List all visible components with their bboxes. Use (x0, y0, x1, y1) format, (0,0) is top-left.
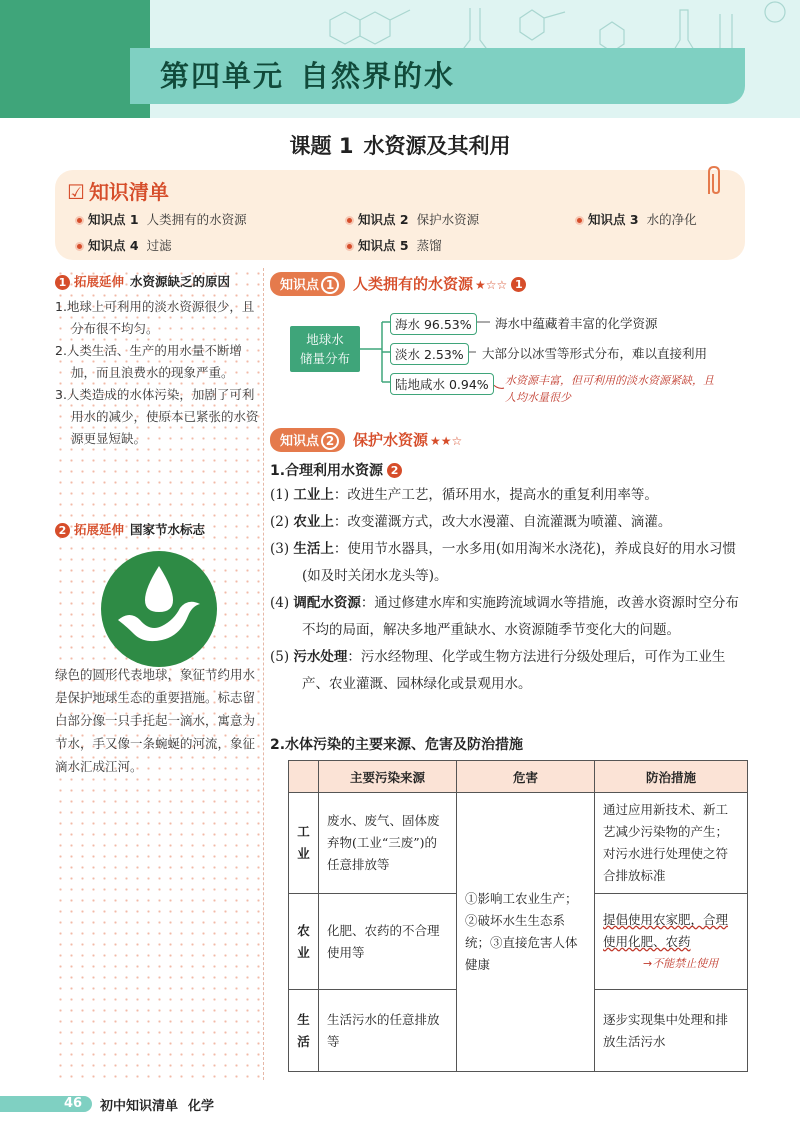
checkbox-icon: ☑ (67, 180, 85, 204)
measure-key: 生活上 (293, 541, 334, 557)
measure-text: ：改进生产工艺，循环用水，提高水的重复利用率等。 (333, 487, 658, 503)
knowledge-item-text: 水的净化 (646, 212, 697, 227)
table-header-cell (289, 761, 319, 793)
bullet-icon (345, 242, 354, 251)
sub-heading-1-text: 1.合理利用水资源 (270, 463, 384, 479)
ext2-label: 拓展延伸 (74, 522, 125, 537)
table-row (289, 793, 748, 894)
seawater-item: 海水 96.53% (390, 313, 477, 335)
knowledge-item-1[interactable] (75, 210, 247, 228)
measures-list (270, 482, 750, 698)
ext1-title: 水资源缺乏的原因 (130, 274, 231, 289)
seawater-desc: 海水中蕴藏着丰富的化学资源 (495, 316, 658, 331)
knowledge-item-text: 保护水资源 (416, 212, 480, 227)
measure-num: (5) (270, 649, 290, 665)
measure-item (270, 482, 750, 509)
knowledge-item-5[interactable] (345, 236, 442, 254)
measure-num: (1) (270, 487, 290, 503)
ext1-number-badge: 1 (55, 275, 70, 290)
ext1-point: 1.地球上可利用的淡水资源很少，且分布很不均匀。 (55, 299, 255, 336)
measure-key: 农业上 (293, 514, 334, 530)
ext1-point: 2.人类生活、生产的用水量不断增加，而且浪费水的现象严重。 (55, 343, 242, 380)
knowledge-item-label: 知识点 2 (358, 212, 409, 227)
column-divider (263, 268, 264, 1080)
kp2-title: 保护水资源 (353, 431, 429, 449)
kp2-tag (270, 428, 345, 452)
freshwater-item: 淡水 2.53% (390, 343, 469, 365)
kp1-tag-number: 1 (321, 276, 339, 294)
category-cell: 农业 (289, 894, 319, 990)
kp2-stars-icon: ★★☆ (430, 434, 463, 448)
chapter-title (130, 48, 745, 104)
earth-water-line2: 储量分布 (299, 351, 350, 366)
measure-num: (3) (270, 541, 290, 557)
knowledge-item-4[interactable] (75, 236, 172, 254)
harm-cell: ①影响工农业生产；②破坏水生生态系统；③直接危害人体健康 (457, 793, 595, 1072)
page-footer (0, 1092, 800, 1116)
table-header-cell: 危害 (457, 761, 595, 793)
table-header-cell: 防治措施 (595, 761, 748, 793)
sidebar-ext2-heading (55, 520, 205, 538)
chapter-banner (0, 0, 800, 118)
measure-text: ：改变灌溉方式，改大水漫灌、自流灌溉为喷灌、滴灌。 (333, 514, 672, 530)
page-number: 46 (64, 1096, 83, 1111)
unit-number: 第四单元 (160, 59, 285, 93)
kp1-title: 人类拥有的水资源 (353, 275, 474, 293)
water-saving-logo-icon (100, 550, 218, 668)
footer-book (100, 1095, 214, 1114)
measure-cell: 通过应用新技术、新工艺减少污染物的产生；对污水进行处理使之符合排放标准 (595, 793, 748, 894)
earth-water-box (290, 326, 360, 372)
source-cell: 生活污水的任意排放等 (319, 990, 457, 1072)
kp1-tag (270, 272, 345, 296)
knowledge-list-heading (67, 176, 169, 205)
sub-heading-1 (270, 460, 402, 480)
knowledge-list-box (55, 170, 745, 260)
bullet-icon (345, 216, 354, 225)
measure-text: ：通过修建水库和实施跨流域调水等措施，改善水资源时空分布不均的局面，解决多地严重缺水、水资源随季节变化大的问题。 (302, 595, 739, 638)
measure-text-underlined: 提倡使用农家肥，合理使用化肥、农药 (603, 911, 729, 949)
measure-key: 工业上 (293, 487, 334, 503)
measure-item (270, 536, 750, 590)
banner-strip (0, 0, 150, 118)
category-cell: 工业 (289, 793, 319, 894)
kp2-tag-text: 知识点 (280, 434, 320, 449)
knowledge-item-label: 知识点 4 (88, 238, 139, 253)
kp2-tag-number: 2 (321, 432, 339, 450)
sidebar-ext1-heading (55, 272, 260, 290)
lesson-title (0, 130, 800, 160)
earth-water-line1: 地球水 (306, 332, 344, 347)
source-cell: 化肥、农药的不合理使用等 (319, 894, 457, 990)
clip-icon (701, 164, 727, 198)
knowledge-item-2[interactable] (345, 210, 479, 228)
lesson-name: 水资源及其利用 (363, 134, 511, 158)
knowledge-item-text: 人类拥有的水资源 (146, 212, 247, 227)
measure-num: (4) (270, 595, 290, 611)
knowledge-item-label: 知识点 3 (588, 212, 639, 227)
kp1-badge: 1 (511, 277, 526, 292)
ext1-label: 拓展延伸 (74, 274, 125, 289)
category-cell: 生活 (289, 990, 319, 1072)
knowledge-item-text: 蒸馏 (416, 238, 442, 253)
sub-heading-1-badge: 2 (387, 463, 402, 478)
book-title: 初中知识清单 (100, 1099, 179, 1114)
measure-text: ：污水经物理、化学或生物方法进行分级处理后，可作为工业生产、农业灌溉、园林绿化或景观用水。 (302, 649, 726, 692)
sub-heading-2: 2.水体污染的主要来源、危害及防治措施 (270, 737, 524, 753)
measure-text: ：使用节水器具，一水多用(如用淘米水浇花)，养成良好的用水习惯(如及时关闭水龙头等)。 (302, 541, 736, 584)
measure-item (270, 590, 750, 644)
measure-cell: 逐步实现集中处理和排放生活污水 (595, 990, 748, 1072)
bullet-icon (75, 242, 84, 251)
bullet-icon (75, 216, 84, 225)
knowledge-item-text: 过滤 (146, 238, 172, 253)
ext2-caption: 绿色的圆形代表地球，象征节约用水是保护地球生态的重要措施。标志留白部分像一只手托起一滴水，寓意为节水，手又像一条蜿蜒的河流，象征滴水汇成江河。 (55, 667, 256, 774)
pollution-table (288, 760, 748, 1072)
ext2-number-badge: 2 (55, 523, 70, 538)
measure-item (270, 644, 750, 698)
knowledge-item-3[interactable] (575, 210, 697, 228)
table-header-cell: 主要污染来源 (319, 761, 457, 793)
ext2-title: 国家节水标志 (130, 522, 206, 537)
water-distribution-diagram (290, 308, 760, 408)
kp1-heading (270, 272, 526, 296)
knowledge-item-label: 知识点 5 (358, 238, 409, 253)
table-header-row (289, 761, 748, 793)
sidebar (55, 268, 260, 1080)
ext1-point: 3.人类造成的水体污染，加剧了可利用水的减少，使原本已紧张的水资源更显短缺。 (55, 387, 259, 446)
kp2-heading (270, 428, 462, 452)
measure-num: (2) (270, 514, 290, 530)
knowledge-list-heading-text: 知识清单 (88, 180, 169, 204)
subject: 化学 (188, 1099, 215, 1114)
knowledge-item-label: 知识点 1 (88, 212, 139, 227)
measure-item (270, 509, 750, 536)
handwritten-note: 水资源丰富，但可利用的淡水资源紧缺，且人均水量很少 (505, 374, 714, 404)
handwritten-table-note: →不能禁止使用 (643, 956, 719, 970)
freshwater-desc: 大部分以冰雪等形式分布，难以直接利用 (482, 346, 708, 361)
kp1-tag-text: 知识点 (280, 278, 320, 293)
saline-land-water-item: 陆地咸水 0.94% (390, 373, 494, 395)
kp1-stars-icon: ★☆☆ (475, 278, 508, 292)
unit-title: 自然界的水 (300, 59, 456, 93)
measure-key: 调配水资源 (293, 595, 361, 611)
measure-key: 污水处理 (293, 649, 348, 665)
bullet-icon (575, 216, 584, 225)
source-cell: 废水、废气、固体废弃物(工业“三废”)的任意排放等 (319, 793, 457, 894)
measure-cell (595, 894, 748, 990)
lesson-number: 课题 1 (289, 134, 354, 158)
